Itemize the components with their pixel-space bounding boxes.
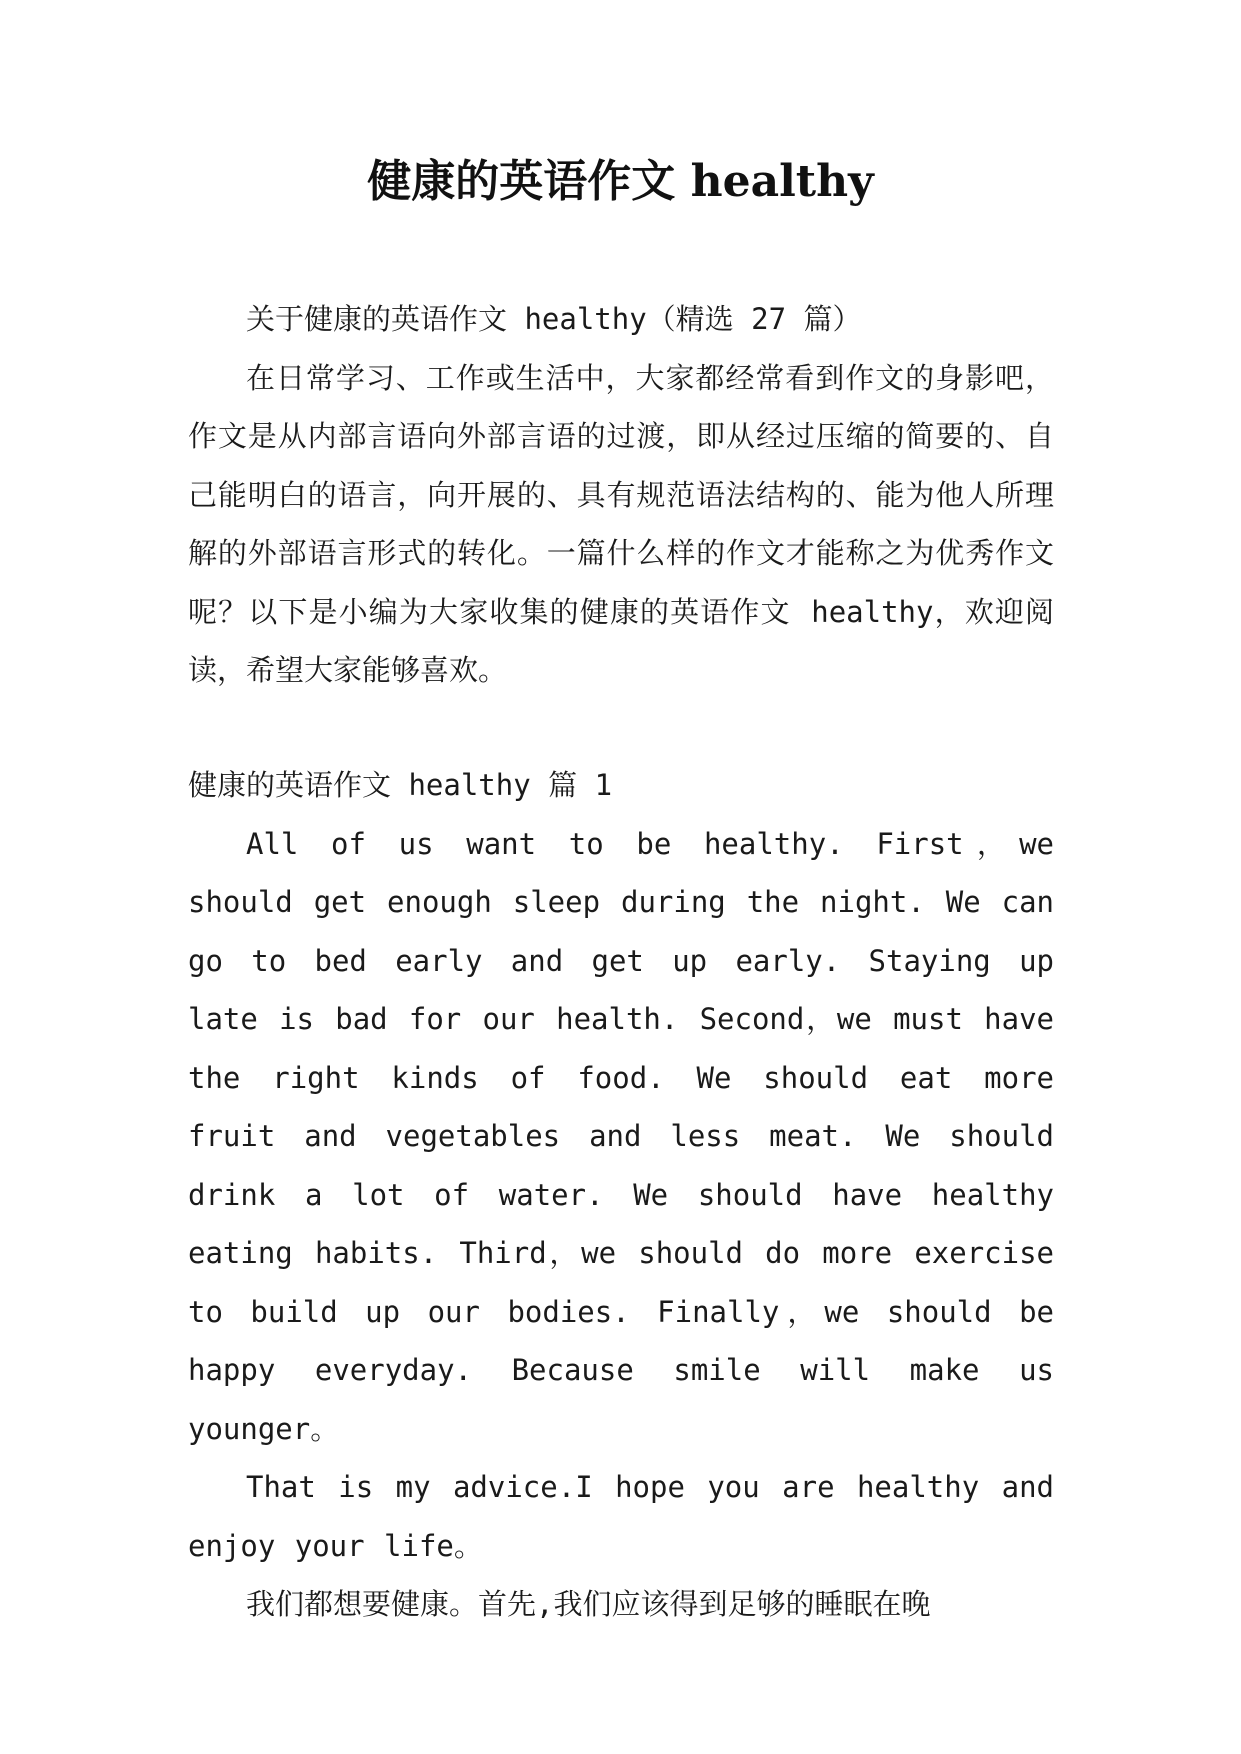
section-heading: 健康的英语作文 healthy 篇 1 (188, 768, 613, 802)
essay-paragraph-english-2: That is my advice.I hope you are healthy and enjoy your life。 (188, 1470, 1054, 1563)
intro-heading: 关于健康的英语作文 healthy（精选 27 篇） (246, 302, 862, 336)
essay-paragraph-english-1: All of us want to be healthy. First，we should get enough sleep during the night. We can go to bed early and get up early. Staying up late is bad for our health. Second，we must have the right kinds of food. We should eat more fruit and vegetables and less meat. We should drink a lot of water. We should have healthy eating habits. Third，we should do more exercise to build up our bodies. Finally，we should be happy everyday. Because smile will make us younger。 (188, 826, 1054, 1446)
document-title: 健康的英语作文 healthy (367, 156, 874, 207)
intro-section (188, 290, 1054, 700)
intro-paragraph: 在日常学习、工作或生活中，大家都经常看到作文的身影吧，作文是从内部言语向外部言语的过渡，即从经过压缩的简要的、自己能明白的语言，向开展的、具有规范语法结构的、能为他人所理解的外部语言形式的转化。一篇什么样的作文才能称之为优秀作文呢？以下是小编为大家收集的健康的英语作文 healthy，欢迎阅读，希望大家能够喜欢。 (188, 360, 1054, 687)
essay-paragraph-chinese: 我们都想要健康。首先,我们应该得到足够的睡眠在晚 (246, 1587, 931, 1621)
essay-section (188, 756, 1054, 1634)
